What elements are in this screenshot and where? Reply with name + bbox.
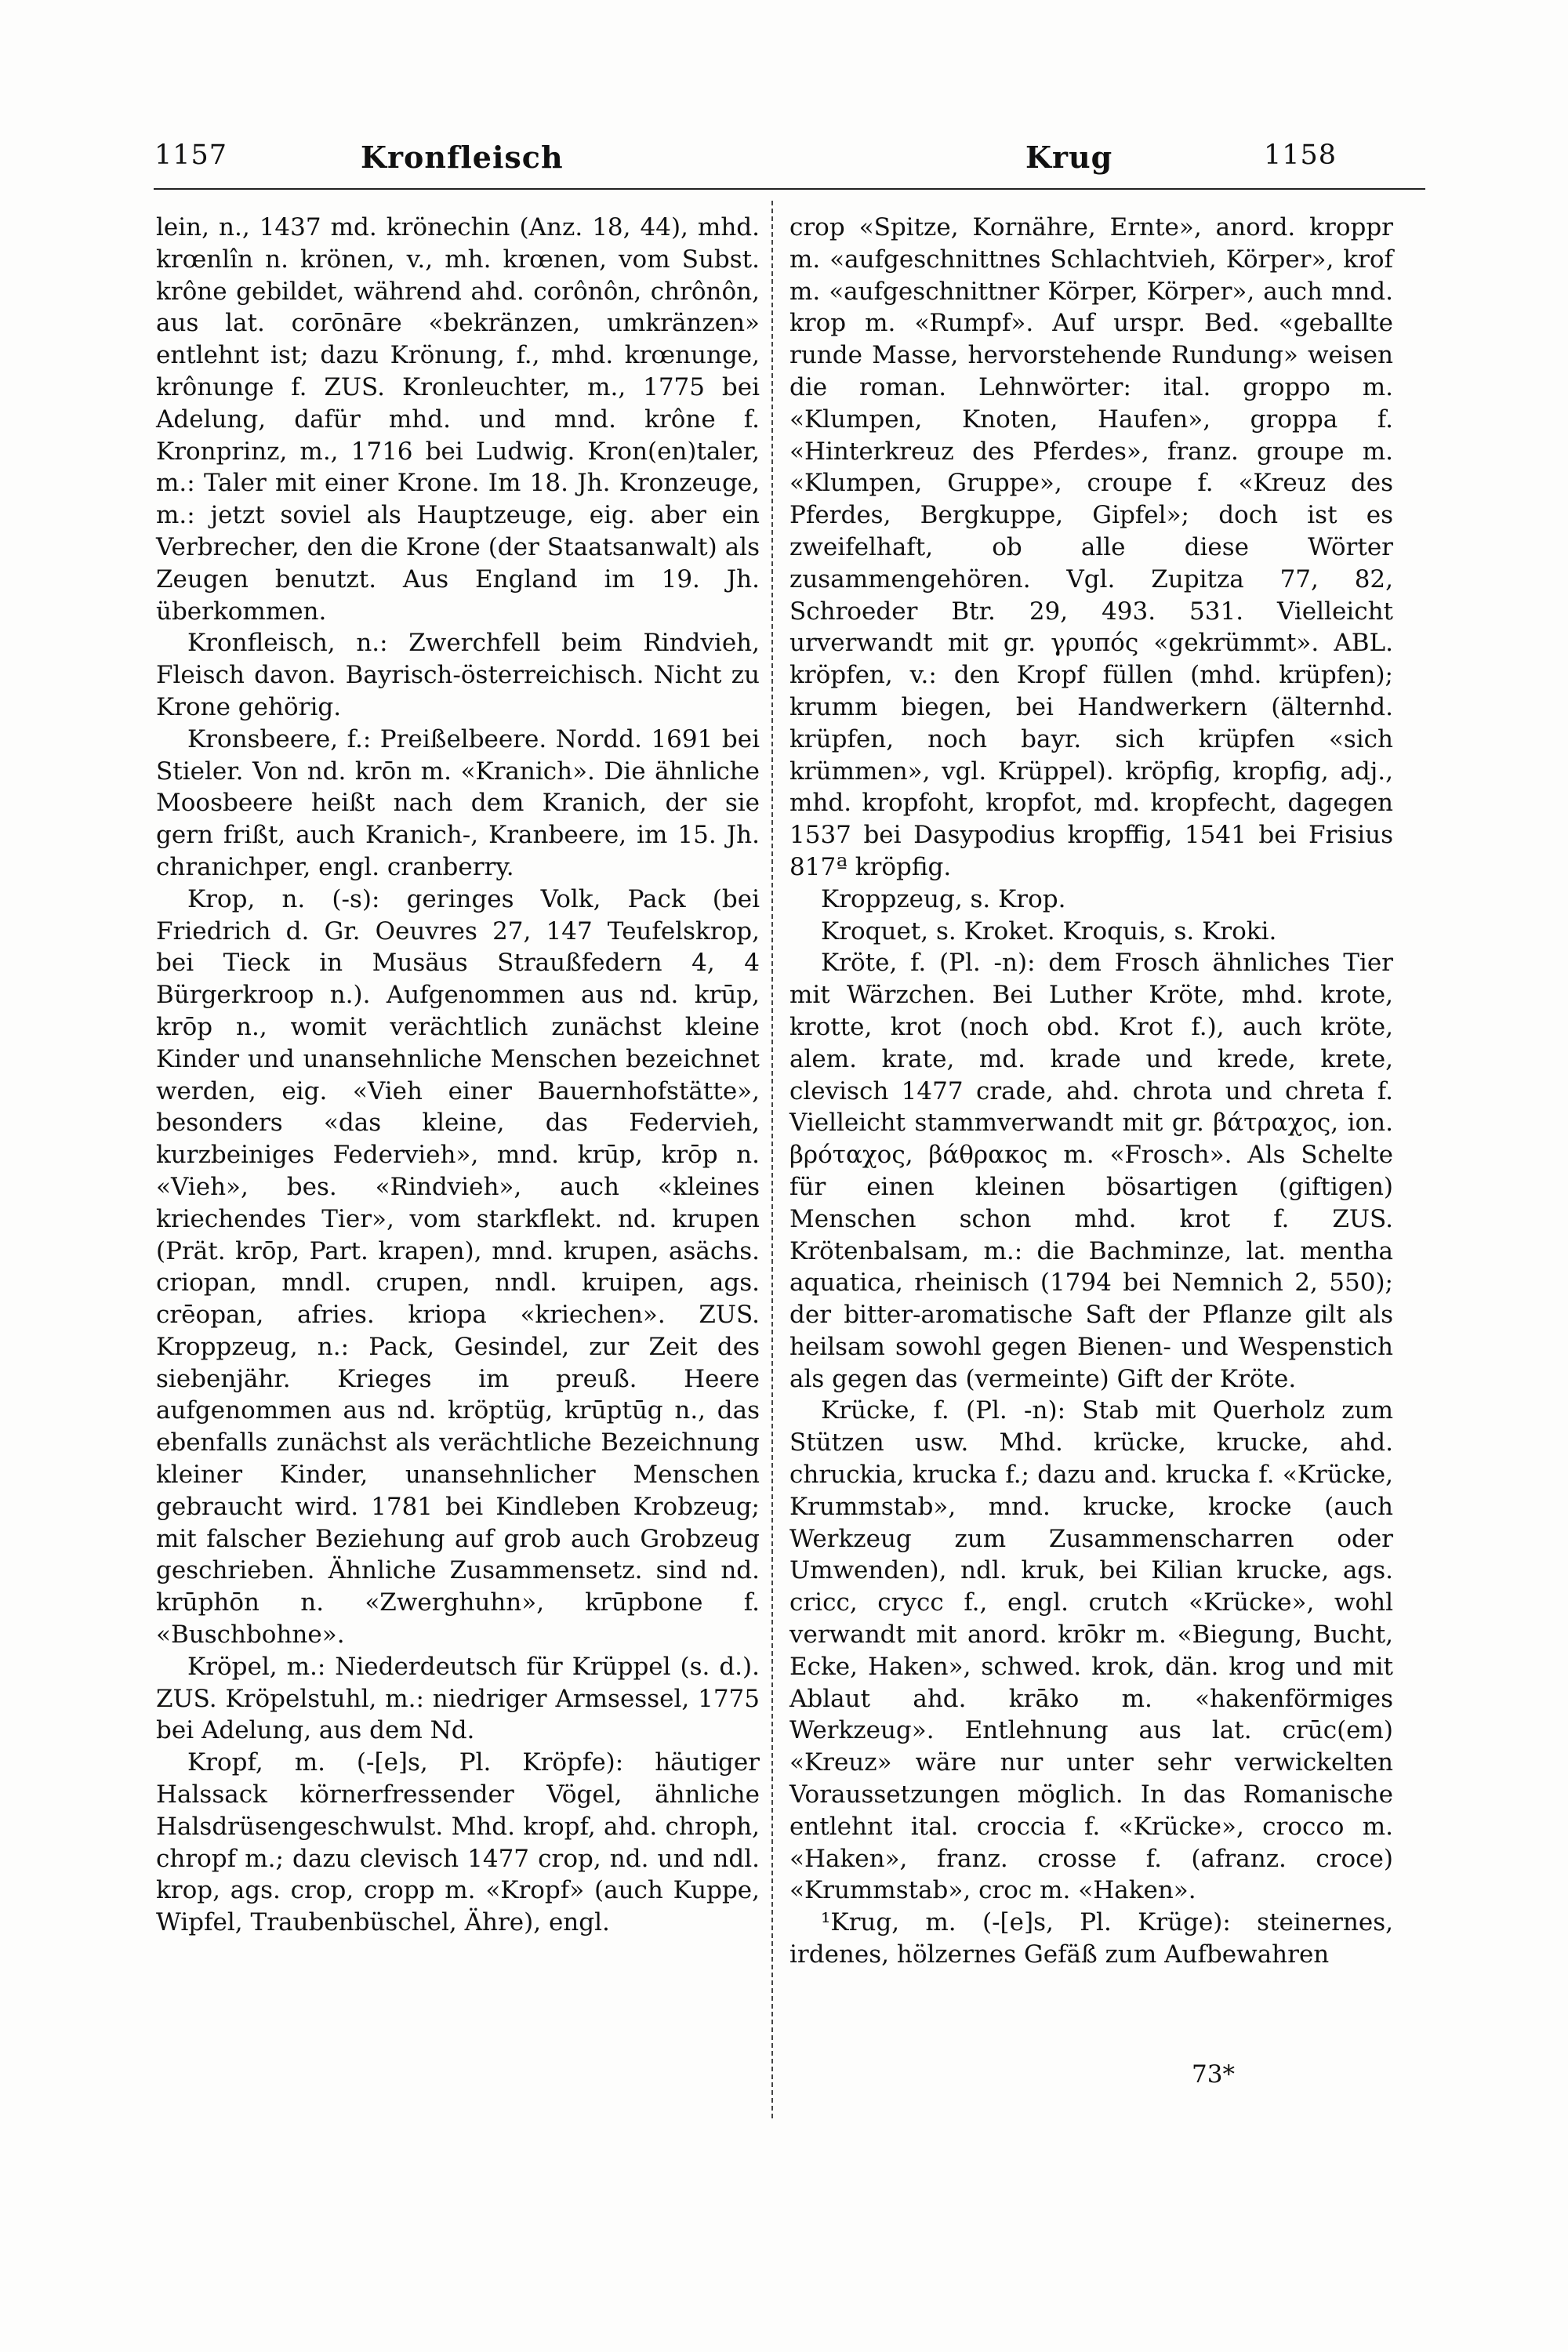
entry-kroquet: Kroquet, s. Kroket. Kroquis, s. Kroki. (821, 916, 1277, 946)
header-rule (154, 188, 1425, 190)
entry-kropf-continued: crop «Spitze, Kornähre, Ernte», anord. kroppr m. «aufgeschnittnes Schlachtvieh, Körper», krof m. «aufgeschnittner Körper, Körper», auch mnd. krop m. «Rumpf». Auf urspr. Bed. «geballte runde Masse, hervorstehende Rundung» weisen die roman. Lehnwörter: ital. groppo m. «Klumpen, Knoten, Haufen», groppa f. «Hinterkreuz des Pferdes», franz. groupe m. «Klumpen, Gruppe», croupe f. «Kreuz des Pferdes, Bergkuppe, Gipfel»; doch ist es zweifelhaft, ob alle diese Wörter zusammengehören. Vgl. Zupitza 77, 82, Schroeder Btr. 29, 493. 531. Vielleicht urverwandt mit gr. γρυπός «gekrümmt». ABL. kröpfen, v.: den Kropf füllen (mhd. krüpfen); krumm biegen, bei Handwerkern (älternhd. krüpfen, noch bayr. sich krüpfen «sich krümmen», vgl. Krüppel). kröpfig, kropfig, adj., mhd. kropfoht, kropfot, md. kropfecht, dagegen 1537 bei Dasypodius kropffig, 1541 bei Frisius 817ª kröpfig. (789, 213, 1393, 881)
entry-kroepel: Kröpel, m.: Niederdeutsch für Krüppel (s. d.). ZUS. Kröpelstuhl, m.: niedriger Armsessel, 1775 bei Adelung, aus dem Nd. (156, 1652, 760, 1745)
entry-kronfleisch: Kronfleisch, n.: Zwerchfell beim Rindvieh, Fleisch davon. Bayrisch-österreichisch. Nicht zu Krone gehörig. (156, 629, 760, 721)
column-divider (771, 201, 773, 2118)
left-running-head: Kronfleisch (361, 140, 564, 175)
entry-krop: Krop, n. (-s): geringes Volk, Pack (bei Friedrich d. Gr. Oeuvres 27, 147 Teufelskrop, bei Tieck in Musäus Straußfedern 4, 4 Bürgerkroop n.). Aufgenommen aus nd. krūp, krōp n., womit verächtlich zunächst kleine Kinder und unansehnliche Menschen bezeichnet werden, eig. «Vieh einer Bauernhofstätte», besonders «das kleine, das Federvieh, kurzbeiniges Federvieh», mnd. krūp, krōp n. «Vieh», bes. «Rindvieh», auch «kleines kriechendes Tier», vom starkflekt. nd. krupen (Prät. krōp, Part. krapen), mnd. krupen, asächs. criopan, mndl. crupen, nndl. kruipen, ags. crēopan, afries. kriopa «kriechen». ZUS. Kroppzeug, n.: Pack, Gesindel, zur Zeit des siebenjähr. Krieges im preuß. Heere aufgenommen aus nd. kröptüg, krūptūg n., das ebenfalls zunächst als verächtliche Bezeichnung kleiner Kinder, unansehnlicher Menschen gebraucht wird. 1781 bei Kindleben Krobzeug; mit falscher Beziehung auf grob auch Grobzeug geschrieben. Ähnliche Zusammensetz. sind nd. krūphōn n. «Zwerghuhn», krūpbone f. «Buschbohne». (156, 884, 760, 1650)
entry-kroete: Kröte, f. (Pl. -n): dem Frosch ähnliches Tier mit Wärzchen. Bei Luther Kröte, mhd. krote, krotte, krot (noch obd. Krot f.), auch kröte, alem. krate, md. krade und krede, krete, clevisch 1477 crade, ahd. chrota und chreta f. Vielleicht stammverwandt mit gr. βάτραχος, ion. βρόταχος, βάθρακος m. «Frosch». Als Schelte für einen kleinen bösartigen (giftigen) Menschen schon mhd. krot f. ZUS. Krötenbalsam, m.: die Bachminze, lat. mentha aquatica, rheinisch (1794 bei Nemnich 2, 550); der bitter-aromatische Saft der Pflanze gilt als heilsam sowohl gegen Bienen- und Wespenstich als gegen das (vermeinte) Gift der Kröte. (789, 949, 1393, 1393)
right-running-head: Krug (1025, 140, 1113, 175)
left-page-number: 1157 (154, 140, 228, 171)
entry-kropf: Kropf, m. (-[e]s, Pl. Kröpfe): häutiger Halssack körnerfressender Vögel, ähnliche Halsdrüsengeschwulst. Mhd. kropf, ahd. chroph, chropf m.; dazu clevisch 1477 crop, nd. und ndl. krop, ags. crop, cropp m. «Kropf» (auch Kuppe, Wipfel, Traubenbüschel, Ähre), engl. (156, 1748, 760, 1937)
entry-kruecke: Krücke, f. (Pl. -n): Stab mit Querholz zum Stützen usw. Mhd. krücke, krucke, ahd. chruckia, krucka f.; dazu and. krucka f. «Krücke, Krummstab», mnd. krucke, krocke (auch Werkzeug zum Zusammenscharren oder Umwenden), ndl. kruk, bei Kilian krucke, ags. cricc, crycc f., engl. crutch «Krücke», wohl verwandt mit anord. krōkr m. «Biegung, Bucht, Ecke, Haken», schwed. krok, dän. krog und mit Ablaut ahd. krāko m. «hakenförmiges Werkzeug». Entlehnung aus lat. crūc(em) «Kreuz» wäre nur unter sehr verwickelten Voraussetzungen möglich. In das Romanische entlehnt ital. croccia f. «Krücke», crocco m. «Haken», franz. crosse f. (afranz. croce) «Krummstab», croc m. «Haken». (789, 1396, 1393, 1905)
entry-kronsbeere: Kronsbeere, f.: Preißelbeere. Nordd. 1691 bei Stieler. Von nd. krōn m. «Kranich». Die ähnliche Moosbeere heißt nach dem Kranich, der sie gern frißt, auch Kranich-, Kranbeere, im 15. Jh. chranichper, engl. cranberry. (156, 724, 760, 881)
right-page-number: 1158 (1264, 140, 1338, 171)
entry-krone-continued: lein, n., 1437 md. krönechin (Anz. 18, 44), mhd. krœnlîn n. krönen, v., mh. krœnen, vom Subst. krône gebildet, während ahd. corônôn, chrônôn, aus lat. corōnāre «bekränzen, umkränzen» entlehnt ist; dazu Krönung, f., mhd. krœnunge, krônunge f. ZUS. Kronleuchter, m., 1775 bei Adelung, dafür mhd. und mnd. krône f. Kronprinz, m., 1716 bei Ludwig. Kron(en)taler, m.: Taler mit einer Krone. Im 18. Jh. Kronzeuge, m.: jetzt soviel als Hauptzeuge, eig. aber ein Verbrecher, den die Krone (der Staatsanwalt) als Zeugen benutzt. Aus England im 19. Jh. überkommen. (156, 213, 760, 626)
left-column (156, 212, 760, 1939)
signature-mark: 73* (1192, 2060, 1235, 2089)
entry-krug: ¹Krug, m. (-[e]s, Pl. Krüge): steinernes, irdenes, hölzernes Gefäß zum Aufbewahren (789, 1908, 1393, 1969)
entry-kroppzeug: Kroppzeug, s. Krop. (821, 884, 1066, 913)
right-column (789, 212, 1393, 1971)
